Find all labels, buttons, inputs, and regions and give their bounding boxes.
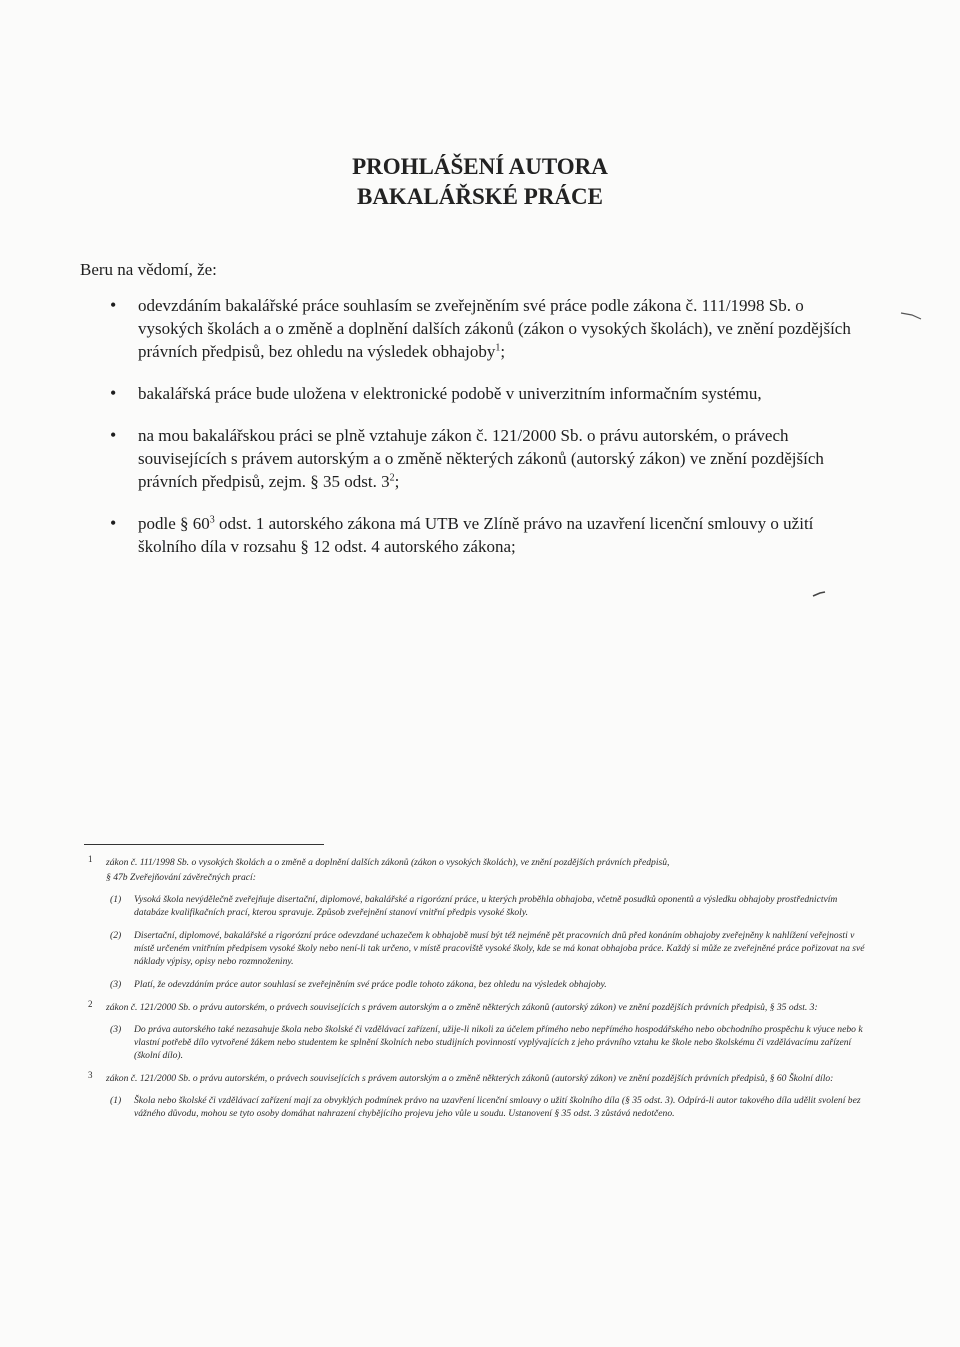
title-line-2: BAKALÁŘSKÉ PRÁCE — [356, 184, 603, 209]
footnote-ref: 1 — [495, 342, 501, 354]
footnotes — [84, 856, 874, 1130]
list-item: • odevzdáním bakalářské práce souhlasím se zveřejněním své práce podle zákona č. 111/1998 Sb. o vysokých školách a o změně a doplnění dalších zákonů (zákon o vysokých školách), ve znění pozdějších právních předpisů, bez ohledu na výsledek obhajoby$^1$; — [108, 294, 868, 363]
list-item: • podle § $60^3$ odst. 1 autorského zákona má UTB ve Zlíně právo na uzavření licenční smlouvy o užití školního díla v rozsahu § 12 odst. 4 autorského zákona; — [108, 512, 868, 558]
footnote-number: 2 — [88, 999, 93, 1009]
page-title — [0, 152, 960, 212]
footnote-item: (1) Vysoká škola nevýdělečně zveřejňuje disertační, diplomové, bakalářské a rigorózní práce, u kterých proběhla obhajoba, včetně posudků oponentů a výsledku obhajoby prostřednictvím databáze kvalifikačních prací, kterou spravuje. Způsob zveřejnění stanoví vnitřní předpis vysoké školy. — [110, 894, 838, 918]
footnote-number: 1 — [88, 854, 93, 864]
footnote-item: (3) Do práva autorského také nezasahuje škola nebo školské či vzdělávací zařízení, užije-li nikoli za účelem přímého nebo nepřímého hospodářského nebo obchodního prospěchu k výuce nebo k vlastní potřebě dílo vytvořené žákem nebo studentem ke splnění školních nebo studijních povinností vyplývajících z jeho právního vztahu ke škole nebo školskému či vzdělávacímu zařízení (školní dílo). — [110, 1024, 863, 1061]
scan-mark — [812, 590, 826, 598]
footnote-item: (2) Disertační, diplomové, bakalářské a rigorózní práce odevzdané uchazečem k obhajobě musí být též nejméně pět pracovních dnů před konáním obhajoby zveřejněny k nahlížení veřejnosti v místě určeném vnitřním předpisem vysoké školy nebo není-li tak určeno, v místě pracoviště vysoké školy, kde se má konat obhajoba práce. Každý si může ze zveřejněné práce pořizovat na své náklady výpisy, opisy nebo rozmnoženiny. — [110, 930, 865, 967]
footnote-ref: 2 — [389, 472, 395, 484]
list-item: • na mou bakalářskou práci se plně vztahuje zákon č. 121/2000 Sb. o právu autorském, o právech souvisejících s právem autorským a o změně některých zákonů (autorský zákon) ve znění pozdějších právních předpisů, zejm. § 35 odst. $3^2$; — [108, 424, 868, 493]
footnote-1: 1 zákon č. 111/1998 Sb. o vysokých školách a o změně a doplnění dalších zákonů (zákon o vysokých školách), ve znění pozdějších právních předpisů, § 47b Zveřejňování závěrečných prací: (1) Vysoká škola nevýdělečně zveřejňuje disertační, diplomové, bakalářské a rigorózní práce, u kterých proběhla obhajoba, včetně posudků oponentů a výsledku obhajoby prostřednictvím databáze kvalifikačních prací, kterou spravuje. Způsob zveřejnění stanoví vnitřní předpis vysoké školy. (2) Disertační, diplomové, bakalářské a rigorózní práce odevzdané uchazečem k obhajobě musí být též nejméně pět pracovních dnů před konáním obhajoby zveřejněny k nahlížení veřejnosti v místě určeném vnitřním předpisem vysoké školy nebo není-li tak určeno, v místě pracoviště vysoké školy, kde se má konat obhajoba práce. Každý si může ze zveřejněné práce pořizovat na své náklady výpisy, opisy nebo rozmnoženiny. (3) Platí, že odevzdáním práce autor souhlasí se zveřejněním své práce podle tohoto zákona, bez ohledu na výsledek obhajoby. — [84, 856, 874, 991]
title-line-1: PROHLÁŠENÍ AUTORA — [352, 154, 608, 179]
footnote-divider — [84, 844, 324, 845]
footnote-2: 2 zákon č. 121/2000 Sb. o právu autorském, o právech souvisejících s právem autorským a o změně některých zákonů (autorský zákon) ve znění pozdějších právních předpisů, § 35 odst. 3: (3) Do práva autorského také nezasahuje škola nebo školské či vzdělávací zařízení, užije-li nikoli za účelem přímého nebo nepřímého hospodářského nebo obchodního prospěchu k výuce nebo k vlastní potřebě dílo vytvořené žákem nebo studentem ke splnění školních nebo studijních povinností vyplývajících z jeho právního vztahu ke škole nebo školskému či vzdělávacímu zařízení (školní dílo). — [84, 1001, 874, 1062]
declaration-list — [108, 294, 868, 577]
footnote-3: 3 zákon č. 121/2000 Sb. o právu autorském, o právech souvisejících s právem autorským a o změně některých zákonů (autorský zákon) ve znění pozdějších právních předpisů, § 60 Školní dílo: (1) Škola nebo školské či vzdělávací zařízení mají za obvyklých podmínek právo na uzavření licenční smlouvy o užití školního díla (§ 35 odst. 3). Odpírá-li autor takového díla udělit svolení bez vážného důvodu, mohou se tyto osoby domáhat nahrazení chybějícího projevu jeho vůle u soudu. Ustanovení § 35 odst. 3 zůstává nedotčeno. — [84, 1072, 874, 1120]
footnote-ref: 3 — [209, 514, 215, 526]
footnote-item: (3) Platí, že odevzdáním práce autor souhlasí se zveřejněním své práce podle tohoto zákona, bez ohledu na výsledek obhajoby. — [110, 979, 607, 990]
list-item: • bakalářská práce bude uložena v elektronické podobě v univerzitním informačním systému, — [108, 382, 868, 405]
footnote-number: 3 — [88, 1070, 93, 1080]
intro-text: Beru na vědomí, že: — [80, 260, 217, 279]
footnote-item: (1) Škola nebo školské či vzdělávací zařízení mají za obvyklých podmínek právo na uzavření licenční smlouvy o užití školního díla (§ 35 odst. 3). Odpírá-li autor takového díla udělit svolení bez vážného důvodu, mohou se tyto osoby domáhat nahrazení chybějícího projevu jeho vůle u soudu. Ustanovení § 35 odst. 3 zůstává nedotčeno. — [110, 1095, 861, 1119]
scan-mark — [900, 310, 922, 320]
